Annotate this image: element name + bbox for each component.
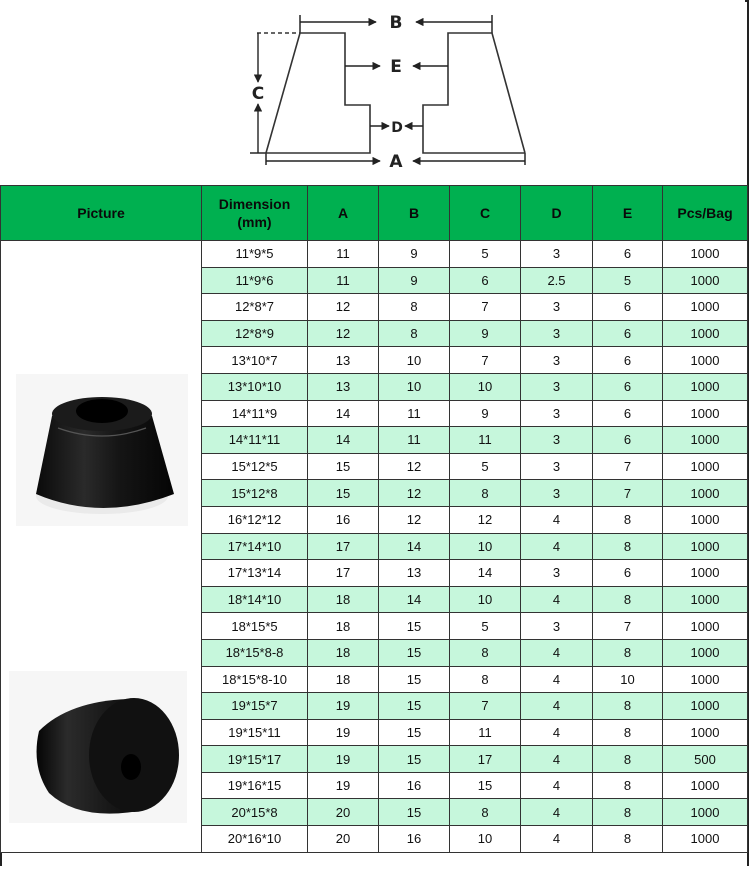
cell-a: 17 (308, 533, 379, 560)
cell-b: 12 (379, 480, 450, 507)
cell-a: 19 (308, 746, 379, 773)
cell-b: 14 (379, 586, 450, 613)
cell-e: 6 (593, 320, 663, 347)
cell-b: 15 (379, 613, 450, 640)
cell-dimension: 19*15*7 (202, 693, 308, 720)
cell-dimension: 18*15*8-8 (202, 639, 308, 666)
cell-b: 12 (379, 453, 450, 480)
cell-a: 20 (308, 799, 379, 826)
cell-a: 19 (308, 719, 379, 746)
cell-c: 10 (450, 826, 521, 853)
cell-e: 8 (593, 719, 663, 746)
header-dimension: Dimension (mm) (202, 186, 308, 241)
cell-a: 18 (308, 639, 379, 666)
cell-pcs-per-bag: 1000 (663, 799, 748, 826)
cell-c: 10 (450, 373, 521, 400)
cell-a: 14 (308, 400, 379, 427)
cell-d: 3 (521, 427, 593, 454)
cell-a: 12 (308, 320, 379, 347)
cell-b: 15 (379, 746, 450, 773)
cell-pcs-per-bag: 1000 (663, 772, 748, 799)
cell-e: 8 (593, 772, 663, 799)
size-specification-table (0, 185, 748, 853)
cell-d: 4 (521, 693, 593, 720)
cell-dimension: 18*15*8-10 (202, 666, 308, 693)
cell-d: 3 (521, 453, 593, 480)
cell-c: 6 (450, 267, 521, 294)
cell-d: 3 (521, 294, 593, 321)
cell-pcs-per-bag: 1000 (663, 560, 748, 587)
cell-a: 11 (308, 267, 379, 294)
cell-d: 4 (521, 506, 593, 533)
cell-d: 4 (521, 746, 593, 773)
cell-e: 6 (593, 241, 663, 268)
cell-dimension: 16*12*12 (202, 506, 308, 533)
cell-e: 6 (593, 373, 663, 400)
cell-d: 4 (521, 826, 593, 853)
dimension-diagram (0, 0, 745, 185)
cell-dimension: 20*15*8 (202, 799, 308, 826)
cell-b: 15 (379, 693, 450, 720)
cell-e: 8 (593, 799, 663, 826)
cell-pcs-per-bag: 1000 (663, 639, 748, 666)
cell-dimension: 17*14*10 (202, 533, 308, 560)
cell-b: 9 (379, 267, 450, 294)
cell-d: 4 (521, 639, 593, 666)
cell-dimension: 13*10*10 (202, 373, 308, 400)
header-c: C (450, 186, 521, 241)
cell-c: 7 (450, 693, 521, 720)
cell-pcs-per-bag: 1000 (663, 320, 748, 347)
cell-d: 3 (521, 613, 593, 640)
cell-dimension: 11*9*5 (202, 241, 308, 268)
cell-c: 5 (450, 241, 521, 268)
header-b: B (379, 186, 450, 241)
cell-pcs-per-bag: 1000 (663, 719, 748, 746)
cell-e: 8 (593, 639, 663, 666)
cell-e: 8 (593, 693, 663, 720)
cell-d: 4 (521, 533, 593, 560)
cell-b: 16 (379, 826, 450, 853)
cell-d: 4 (521, 586, 593, 613)
cell-d: 4 (521, 799, 593, 826)
cell-b: 9 (379, 241, 450, 268)
cell-c: 15 (450, 772, 521, 799)
cell-b: 16 (379, 772, 450, 799)
cell-pcs-per-bag: 1000 (663, 666, 748, 693)
cell-dimension: 13*10*7 (202, 347, 308, 374)
cell-a: 16 (308, 506, 379, 533)
cell-e: 8 (593, 533, 663, 560)
cell-dimension: 15*12*8 (202, 480, 308, 507)
cell-dimension: 18*14*10 (202, 586, 308, 613)
cell-d: 3 (521, 400, 593, 427)
cell-e: 6 (593, 560, 663, 587)
cell-d: 4 (521, 719, 593, 746)
cell-c: 5 (450, 453, 521, 480)
cell-pcs-per-bag: 1000 (663, 826, 748, 853)
cell-pcs-per-bag: 500 (663, 746, 748, 773)
header-a: A (308, 186, 379, 241)
cell-dimension: 11*9*6 (202, 267, 308, 294)
cell-d: 3 (521, 320, 593, 347)
cell-dimension: 15*12*5 (202, 453, 308, 480)
cell-a: 15 (308, 480, 379, 507)
label-d: D (391, 120, 403, 136)
cell-c: 11 (450, 427, 521, 454)
cell-b: 12 (379, 506, 450, 533)
cell-b: 14 (379, 533, 450, 560)
cell-e: 7 (593, 453, 663, 480)
label-c: C (251, 84, 265, 104)
cell-b: 15 (379, 799, 450, 826)
cell-dimension: 14*11*11 (202, 427, 308, 454)
cell-b: 15 (379, 719, 450, 746)
cell-c: 8 (450, 480, 521, 507)
cell-pcs-per-bag: 1000 (663, 613, 748, 640)
header-picture: Picture (1, 186, 202, 241)
cylindrical-rubber-foot-photo (9, 671, 187, 823)
label-b: B (389, 13, 403, 33)
cell-c: 5 (450, 613, 521, 640)
cell-pcs-per-bag: 1000 (663, 533, 748, 560)
picture-cell (1, 241, 202, 853)
cell-b: 10 (379, 373, 450, 400)
cell-a: 18 (308, 586, 379, 613)
cell-d: 2.5 (521, 267, 593, 294)
cell-d: 4 (521, 772, 593, 799)
cell-d: 4 (521, 666, 593, 693)
cell-c: 7 (450, 347, 521, 374)
cell-a: 15 (308, 453, 379, 480)
cell-dimension: 14*11*9 (202, 400, 308, 427)
cell-pcs-per-bag: 1000 (663, 453, 748, 480)
cell-c: 10 (450, 533, 521, 560)
cell-c: 8 (450, 799, 521, 826)
header-d: D (521, 186, 593, 241)
label-e: E (390, 57, 402, 77)
cell-e: 8 (593, 746, 663, 773)
cell-c: 12 (450, 506, 521, 533)
cell-a: 12 (308, 294, 379, 321)
cell-pcs-per-bag: 1000 (663, 693, 748, 720)
table-row (1, 241, 748, 268)
cell-d: 3 (521, 347, 593, 374)
cell-d: 3 (521, 560, 593, 587)
cell-c: 7 (450, 294, 521, 321)
cell-e: 5 (593, 267, 663, 294)
cell-c: 9 (450, 400, 521, 427)
cell-e: 7 (593, 613, 663, 640)
cell-a: 11 (308, 241, 379, 268)
cell-a: 18 (308, 666, 379, 693)
cell-b: 8 (379, 320, 450, 347)
cell-dimension: 12*8*7 (202, 294, 308, 321)
cell-d: 3 (521, 373, 593, 400)
cell-dimension: 19*16*15 (202, 772, 308, 799)
cell-b: 15 (379, 666, 450, 693)
cell-pcs-per-bag: 1000 (663, 400, 748, 427)
cell-pcs-per-bag: 1000 (663, 427, 748, 454)
cell-pcs-per-bag: 1000 (663, 347, 748, 374)
cell-e: 6 (593, 427, 663, 454)
cell-e: 10 (593, 666, 663, 693)
cell-b: 15 (379, 639, 450, 666)
cell-dimension: 19*15*11 (202, 719, 308, 746)
header-row (1, 186, 748, 241)
cell-c: 14 (450, 560, 521, 587)
header-pcs-per-bag: Pcs/Bag (663, 186, 748, 241)
cell-b: 11 (379, 400, 450, 427)
cell-b: 8 (379, 294, 450, 321)
cell-b: 13 (379, 560, 450, 587)
cell-dimension: 20*16*10 (202, 826, 308, 853)
cell-a: 19 (308, 693, 379, 720)
cell-pcs-per-bag: 1000 (663, 241, 748, 268)
header-e: E (593, 186, 663, 241)
cell-c: 10 (450, 586, 521, 613)
cell-pcs-per-bag: 1000 (663, 506, 748, 533)
cell-pcs-per-bag: 1000 (663, 373, 748, 400)
cell-d: 3 (521, 480, 593, 507)
cell-dimension: 19*15*17 (202, 746, 308, 773)
cell-e: 8 (593, 506, 663, 533)
cell-d: 3 (521, 241, 593, 268)
cell-a: 14 (308, 427, 379, 454)
cell-c: 17 (450, 746, 521, 773)
cell-dimension: 18*15*5 (202, 613, 308, 640)
cell-e: 8 (593, 826, 663, 853)
cell-c: 11 (450, 719, 521, 746)
cell-b: 10 (379, 347, 450, 374)
label-a: A (389, 152, 403, 172)
cell-dimension: 17*13*14 (202, 560, 308, 587)
cell-e: 6 (593, 347, 663, 374)
cell-e: 6 (593, 294, 663, 321)
cell-a: 18 (308, 613, 379, 640)
cell-e: 6 (593, 400, 663, 427)
cell-a: 13 (308, 347, 379, 374)
cell-a: 20 (308, 826, 379, 853)
cell-a: 17 (308, 560, 379, 587)
cell-pcs-per-bag: 1000 (663, 267, 748, 294)
cell-e: 7 (593, 480, 663, 507)
cell-dimension: 12*8*9 (202, 320, 308, 347)
cell-e: 8 (593, 586, 663, 613)
rubber-foot-cross-section-drawing (0, 0, 745, 185)
cell-c: 9 (450, 320, 521, 347)
cell-pcs-per-bag: 1000 (663, 480, 748, 507)
cell-c: 8 (450, 639, 521, 666)
cell-a: 13 (308, 373, 379, 400)
cell-c: 8 (450, 666, 521, 693)
cell-pcs-per-bag: 1000 (663, 586, 748, 613)
cell-b: 11 (379, 427, 450, 454)
conical-rubber-foot-photo (16, 374, 188, 526)
cell-a: 19 (308, 772, 379, 799)
cell-pcs-per-bag: 1000 (663, 294, 748, 321)
